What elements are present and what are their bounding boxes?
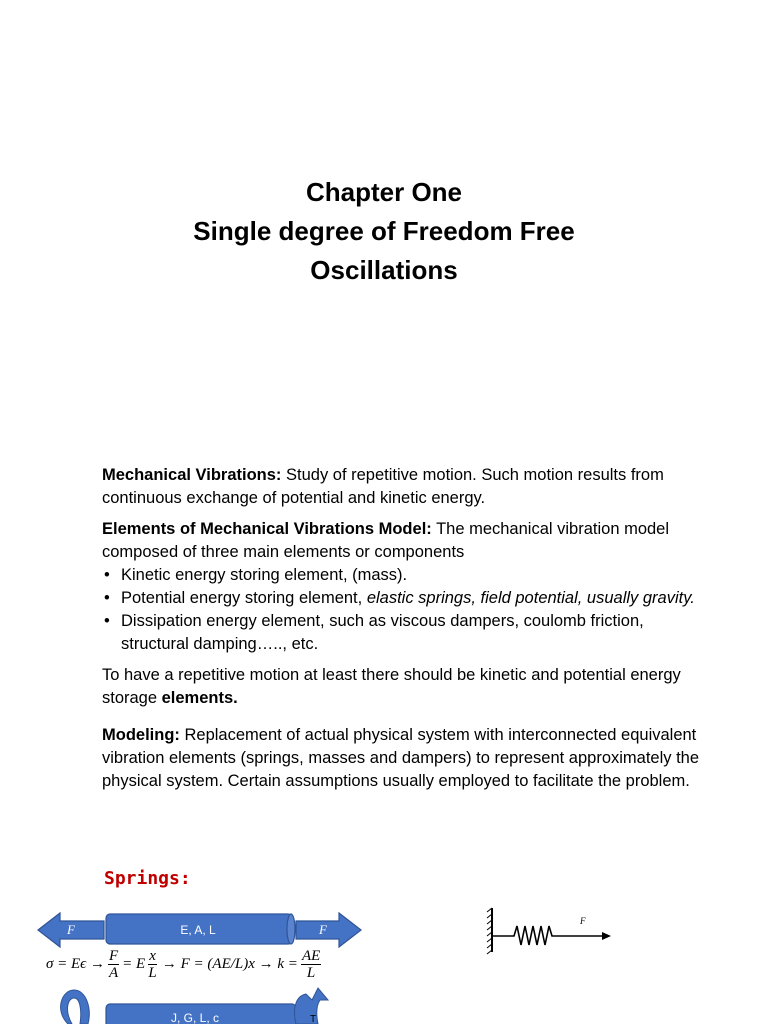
right-force-label: F	[319, 922, 327, 937]
repetitive-paragraph: To have a repetitive motion at least there should be kinetic and potential energy storage elements.	[102, 666, 681, 707]
fraction-ae-over-l: $\frac{AE}{L}$	[301, 948, 321, 981]
elements-label: Elements of Mechanical Vibrations Model:	[102, 520, 432, 538]
spring-force-arrowhead	[602, 932, 611, 940]
list-item: • Potential energy storing element, elastic springs, field potential, usually gravity.	[102, 587, 702, 610]
torque-label: T	[310, 1014, 317, 1024]
modeling-label: Modeling:	[102, 726, 180, 744]
mechanical-vibrations-label: Mechanical Vibrations:	[102, 466, 282, 484]
spring-mass-diagram	[487, 908, 611, 954]
elements-text: The mechanical vibration model composed of three main elements or components	[102, 520, 670, 561]
axial-bar-label: E, A, L	[180, 923, 216, 937]
axial-stiffness-equation: σ = Eϵ → $\frac{F}{A}$ = E $\frac{x}{L}$ → F = (AE/L)x → k = $\frac{AE}{L}$	[46, 948, 321, 981]
list-item: • Dissipation energy element, such as viscous dampers, coulomb friction, structural damping….., etc.	[102, 610, 702, 656]
springs-heading: Springs:	[104, 868, 191, 889]
left-force-label: F	[67, 922, 75, 937]
fraction-x-over-l: $\frac{x}{L}$	[148, 948, 157, 981]
left-torque-arrow	[61, 990, 90, 1024]
spring-force-label: F	[580, 916, 586, 926]
fraction-f-over-a: $\frac{F}{A}$	[108, 948, 119, 981]
axial-bar-end	[287, 914, 295, 944]
right-force-arrow	[296, 913, 361, 947]
shaft-label: J, G, L, c	[170, 1011, 220, 1024]
title-line-2: Single degree of Freedom Free	[193, 216, 575, 246]
mechanical-vibrations-text: Study of repetitive motion. Such motion results from continuous exchange of potential and kinetic energy.	[102, 466, 664, 507]
title-line-3: Oscillations	[310, 255, 458, 285]
modeling-text: Replacement of actual physical system with interconnected equivalent vibration elements (springs, masses and dampers) to represent approximately the physical system. Certain assumptions usually employed to facilitate the problem.	[102, 726, 700, 790]
list-item: • Kinetic energy storing element, (mass).	[102, 564, 702, 587]
torsion-shaft	[61, 988, 328, 1024]
spring-coil	[492, 926, 604, 945]
title-line-1: Chapter One	[305, 177, 463, 207]
